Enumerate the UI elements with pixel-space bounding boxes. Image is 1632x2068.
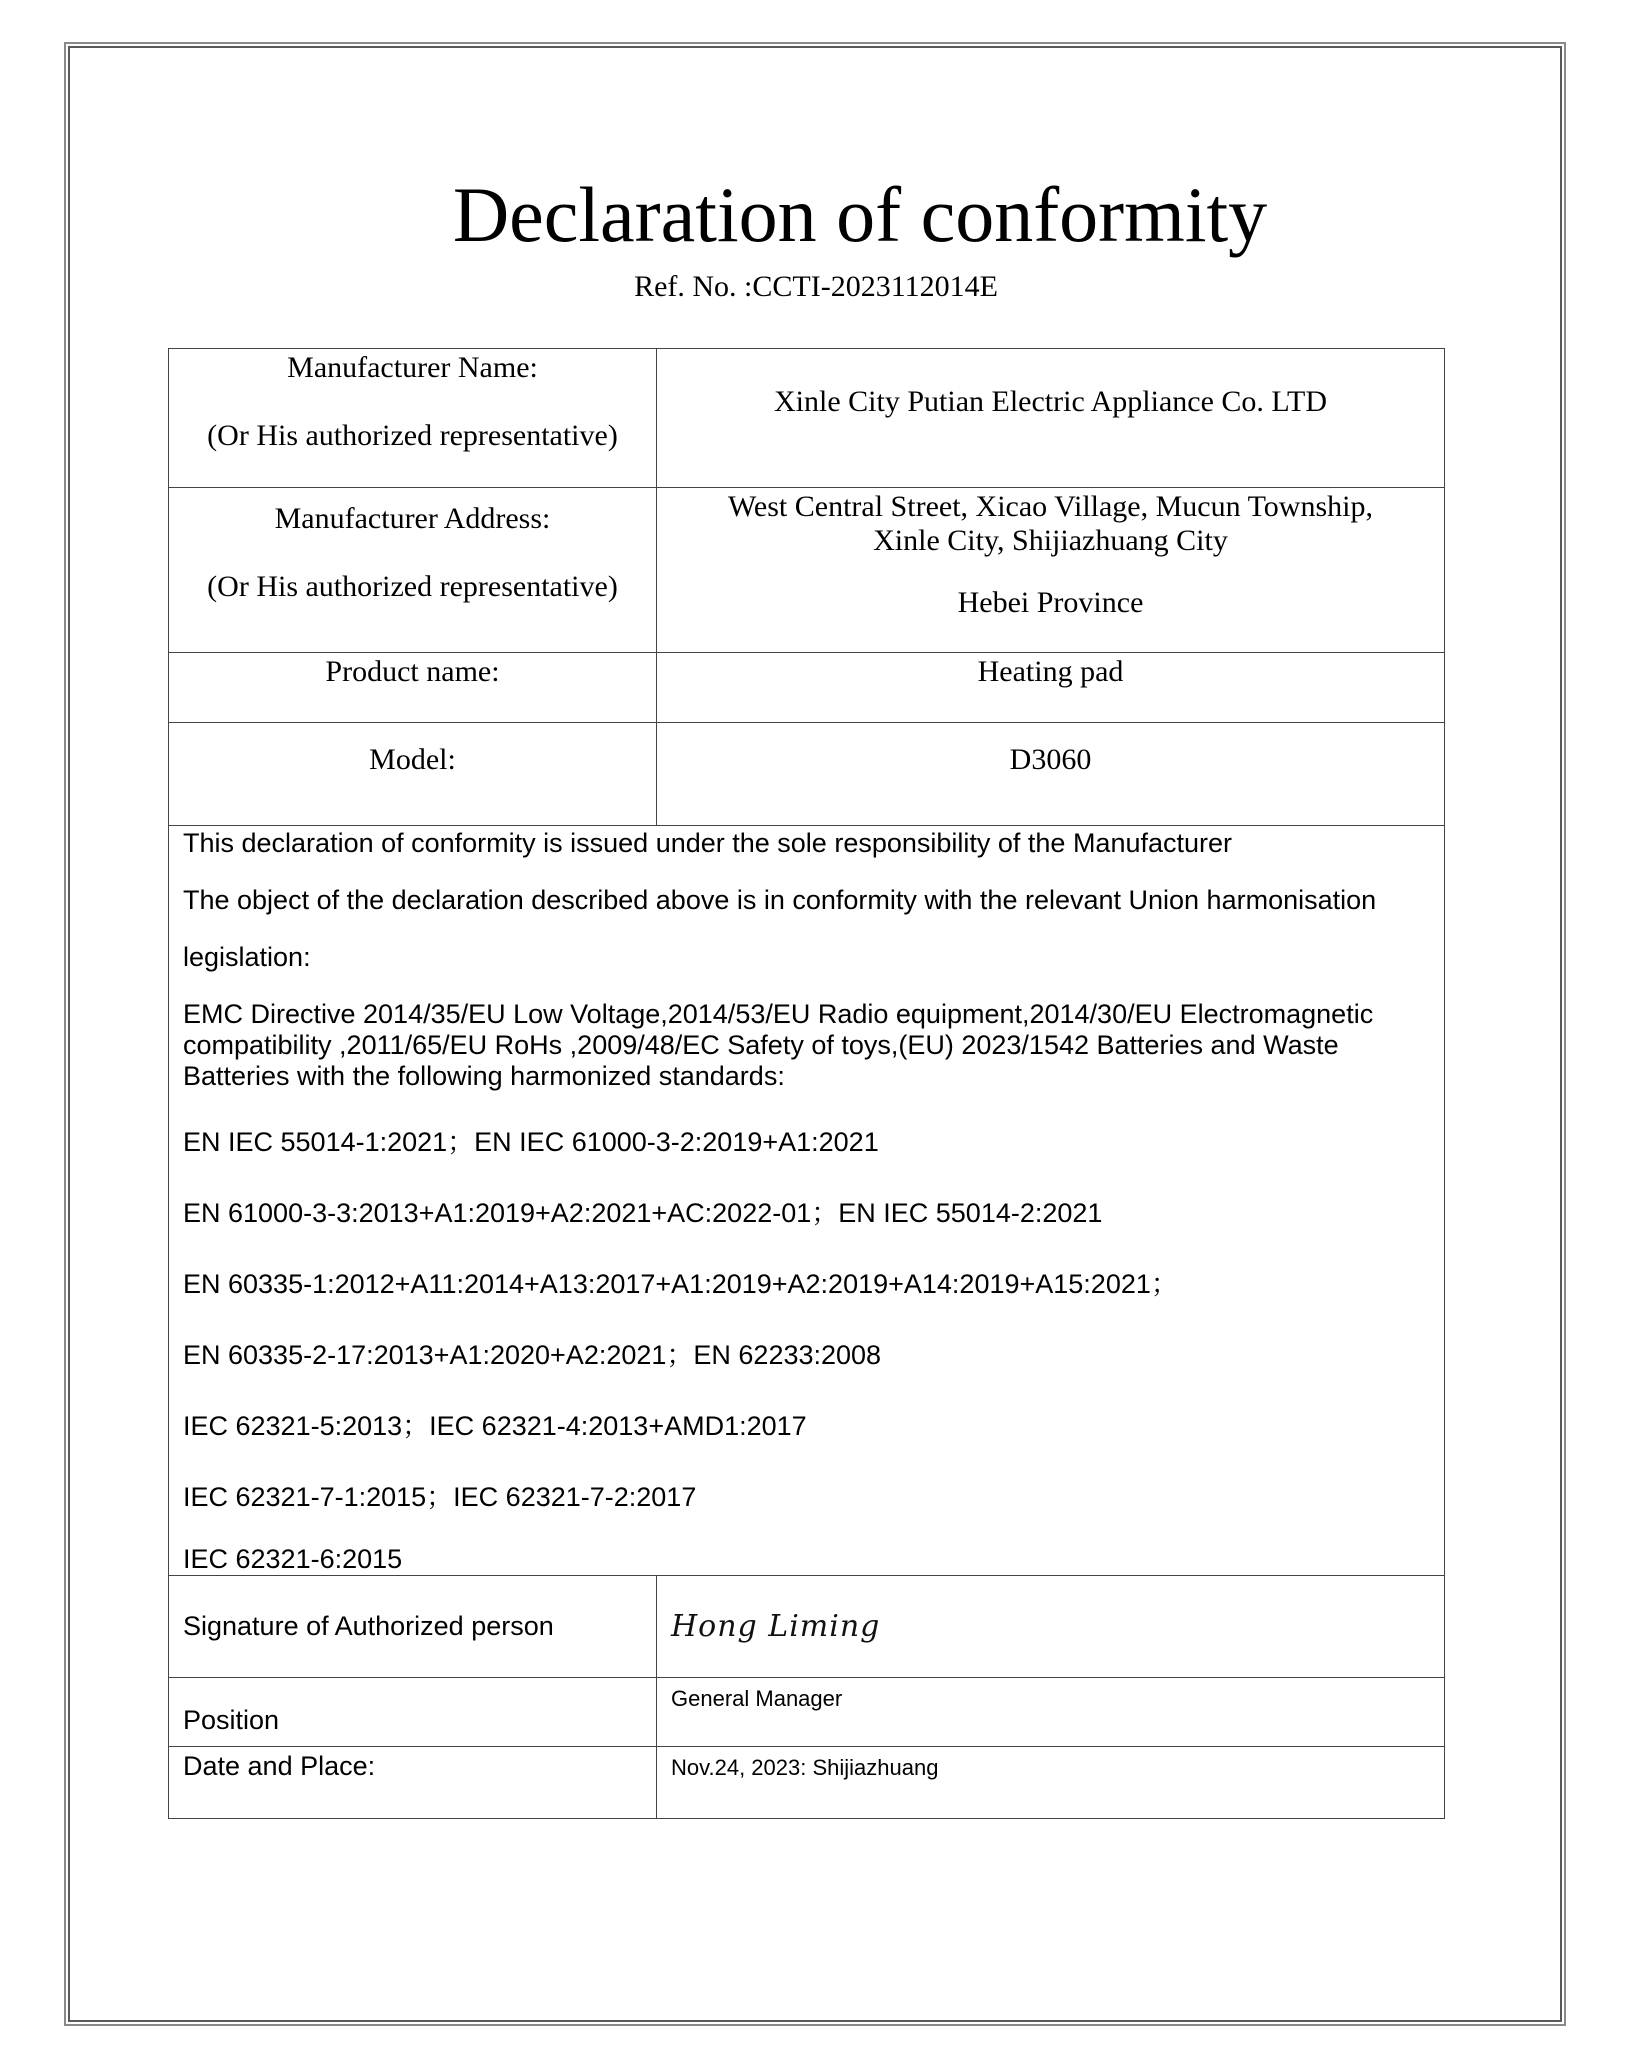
declaration-table xyxy=(168,348,1445,1819)
handwritten-signature: Hong Liming xyxy=(671,1609,881,1644)
manufacturer-address-label-cell xyxy=(169,488,657,653)
signature-label-cell xyxy=(169,1576,657,1678)
date-place-value-cell xyxy=(657,1747,1445,1819)
standard-item: IEC 62321-6:2015 xyxy=(183,1544,403,1574)
model-label: Model: xyxy=(369,743,456,776)
manufacturer-name-value: Xinle City Putian Electric Appliance Co. LTD xyxy=(774,385,1327,418)
manufacturer-name-value-cell xyxy=(657,349,1445,488)
date-place-label: Date and Place: xyxy=(183,1751,376,1781)
model-label-cell xyxy=(169,723,657,826)
product-name-value-cell xyxy=(657,653,1445,723)
manufacturer-name-label-cell xyxy=(169,349,657,488)
manufacturer-name-label: Manufacturer Name: xyxy=(287,351,538,384)
directives-line-3: Batteries with the following harmonized standards: xyxy=(183,1061,785,1091)
product-name-row xyxy=(169,653,1445,723)
declaration-line-3: legislation: xyxy=(183,942,311,972)
manufacturer-address-value-cell xyxy=(657,488,1445,653)
model-value-cell xyxy=(657,723,1445,826)
signature-row xyxy=(169,1576,1445,1678)
product-name-label-cell xyxy=(169,653,657,723)
standard-item: EN 60335-2-17:2013+A1:2020+A2:2021；EN 62233:2008 xyxy=(183,1340,882,1370)
product-name-value: Heating pad xyxy=(977,655,1124,688)
position-label: Position xyxy=(183,1705,280,1735)
standard-item: IEC 62321-5:2013；IEC 62321-4:2013+AMD1:2017 xyxy=(183,1411,807,1441)
signature-label: Signature of Authorized person xyxy=(183,1611,554,1641)
position-value: General Manager xyxy=(671,1686,843,1711)
standard-item: IEC 62321-7-1:2015；IEC 62321-7-2:2017 xyxy=(183,1482,697,1512)
model-value: D3060 xyxy=(1009,743,1092,776)
standard-item: EN IEC 55014-1:2021；EN IEC 61000-3-2:2019+A1:2021 xyxy=(183,1127,879,1157)
directives-line-1: EMC Directive 2014/35/EU Low Voltage,2014/53/EU Radio equipment,2014/30/EU Electromagnetic xyxy=(183,999,1374,1029)
manufacturer-address-row xyxy=(169,488,1445,653)
directives-line-2: compatibility ,2011/65/EU RoHs ,2009/48/EC Safety of toys,(EU) 2023/1542 Batteries and Waste xyxy=(183,1030,1339,1060)
manufacturer-address-sublabel: (Or His authorized representative) xyxy=(207,570,618,603)
position-value-cell xyxy=(657,1678,1445,1747)
reference-number: Ref. No. :CCTI-2023112014E xyxy=(634,270,998,303)
date-place-label-cell xyxy=(169,1747,657,1819)
standard-item: EN 60335-1:2012+A11:2014+A13:2017+A1:2019+A2:2019+A14:2019+A15:2021； xyxy=(183,1269,1178,1299)
declaration-body-row xyxy=(169,826,1445,1576)
manufacturer-address-line3: Hebei Province xyxy=(957,586,1144,619)
manufacturer-address-line2: Xinle City, Shijiazhuang City xyxy=(873,524,1228,557)
manufacturer-address-line1: West Central Street, Xicao Village, Mucun Township, xyxy=(728,490,1373,523)
date-place-value: Nov.24, 2023: Shijiazhuang xyxy=(671,1755,939,1780)
model-row xyxy=(169,723,1445,826)
standard-item: EN 61000-3-3:2013+A1:2019+A2:2021+AC:2022-01；EN IEC 55014-2:2021 xyxy=(183,1198,1103,1228)
declaration-line-1: This declaration of conformity is issued under the sole responsibility of the Manufacturer xyxy=(183,828,1233,858)
date-place-row xyxy=(169,1747,1445,1819)
manufacturer-name-sublabel: (Or His authorized representative) xyxy=(207,419,618,452)
signature-value-cell xyxy=(657,1576,1445,1678)
manufacturer-name-row xyxy=(169,349,1445,488)
document-title: Declaration of conformity xyxy=(452,171,1268,258)
position-row xyxy=(169,1678,1445,1747)
manufacturer-address-label: Manufacturer Address: xyxy=(274,502,551,535)
position-label-cell xyxy=(169,1678,657,1747)
declaration-line-2: The object of the declaration described above is in conformity with the relevant Union harmonisation xyxy=(183,885,1377,915)
product-name-label: Product name: xyxy=(325,655,500,688)
declaration-body-cell xyxy=(169,826,1445,1576)
